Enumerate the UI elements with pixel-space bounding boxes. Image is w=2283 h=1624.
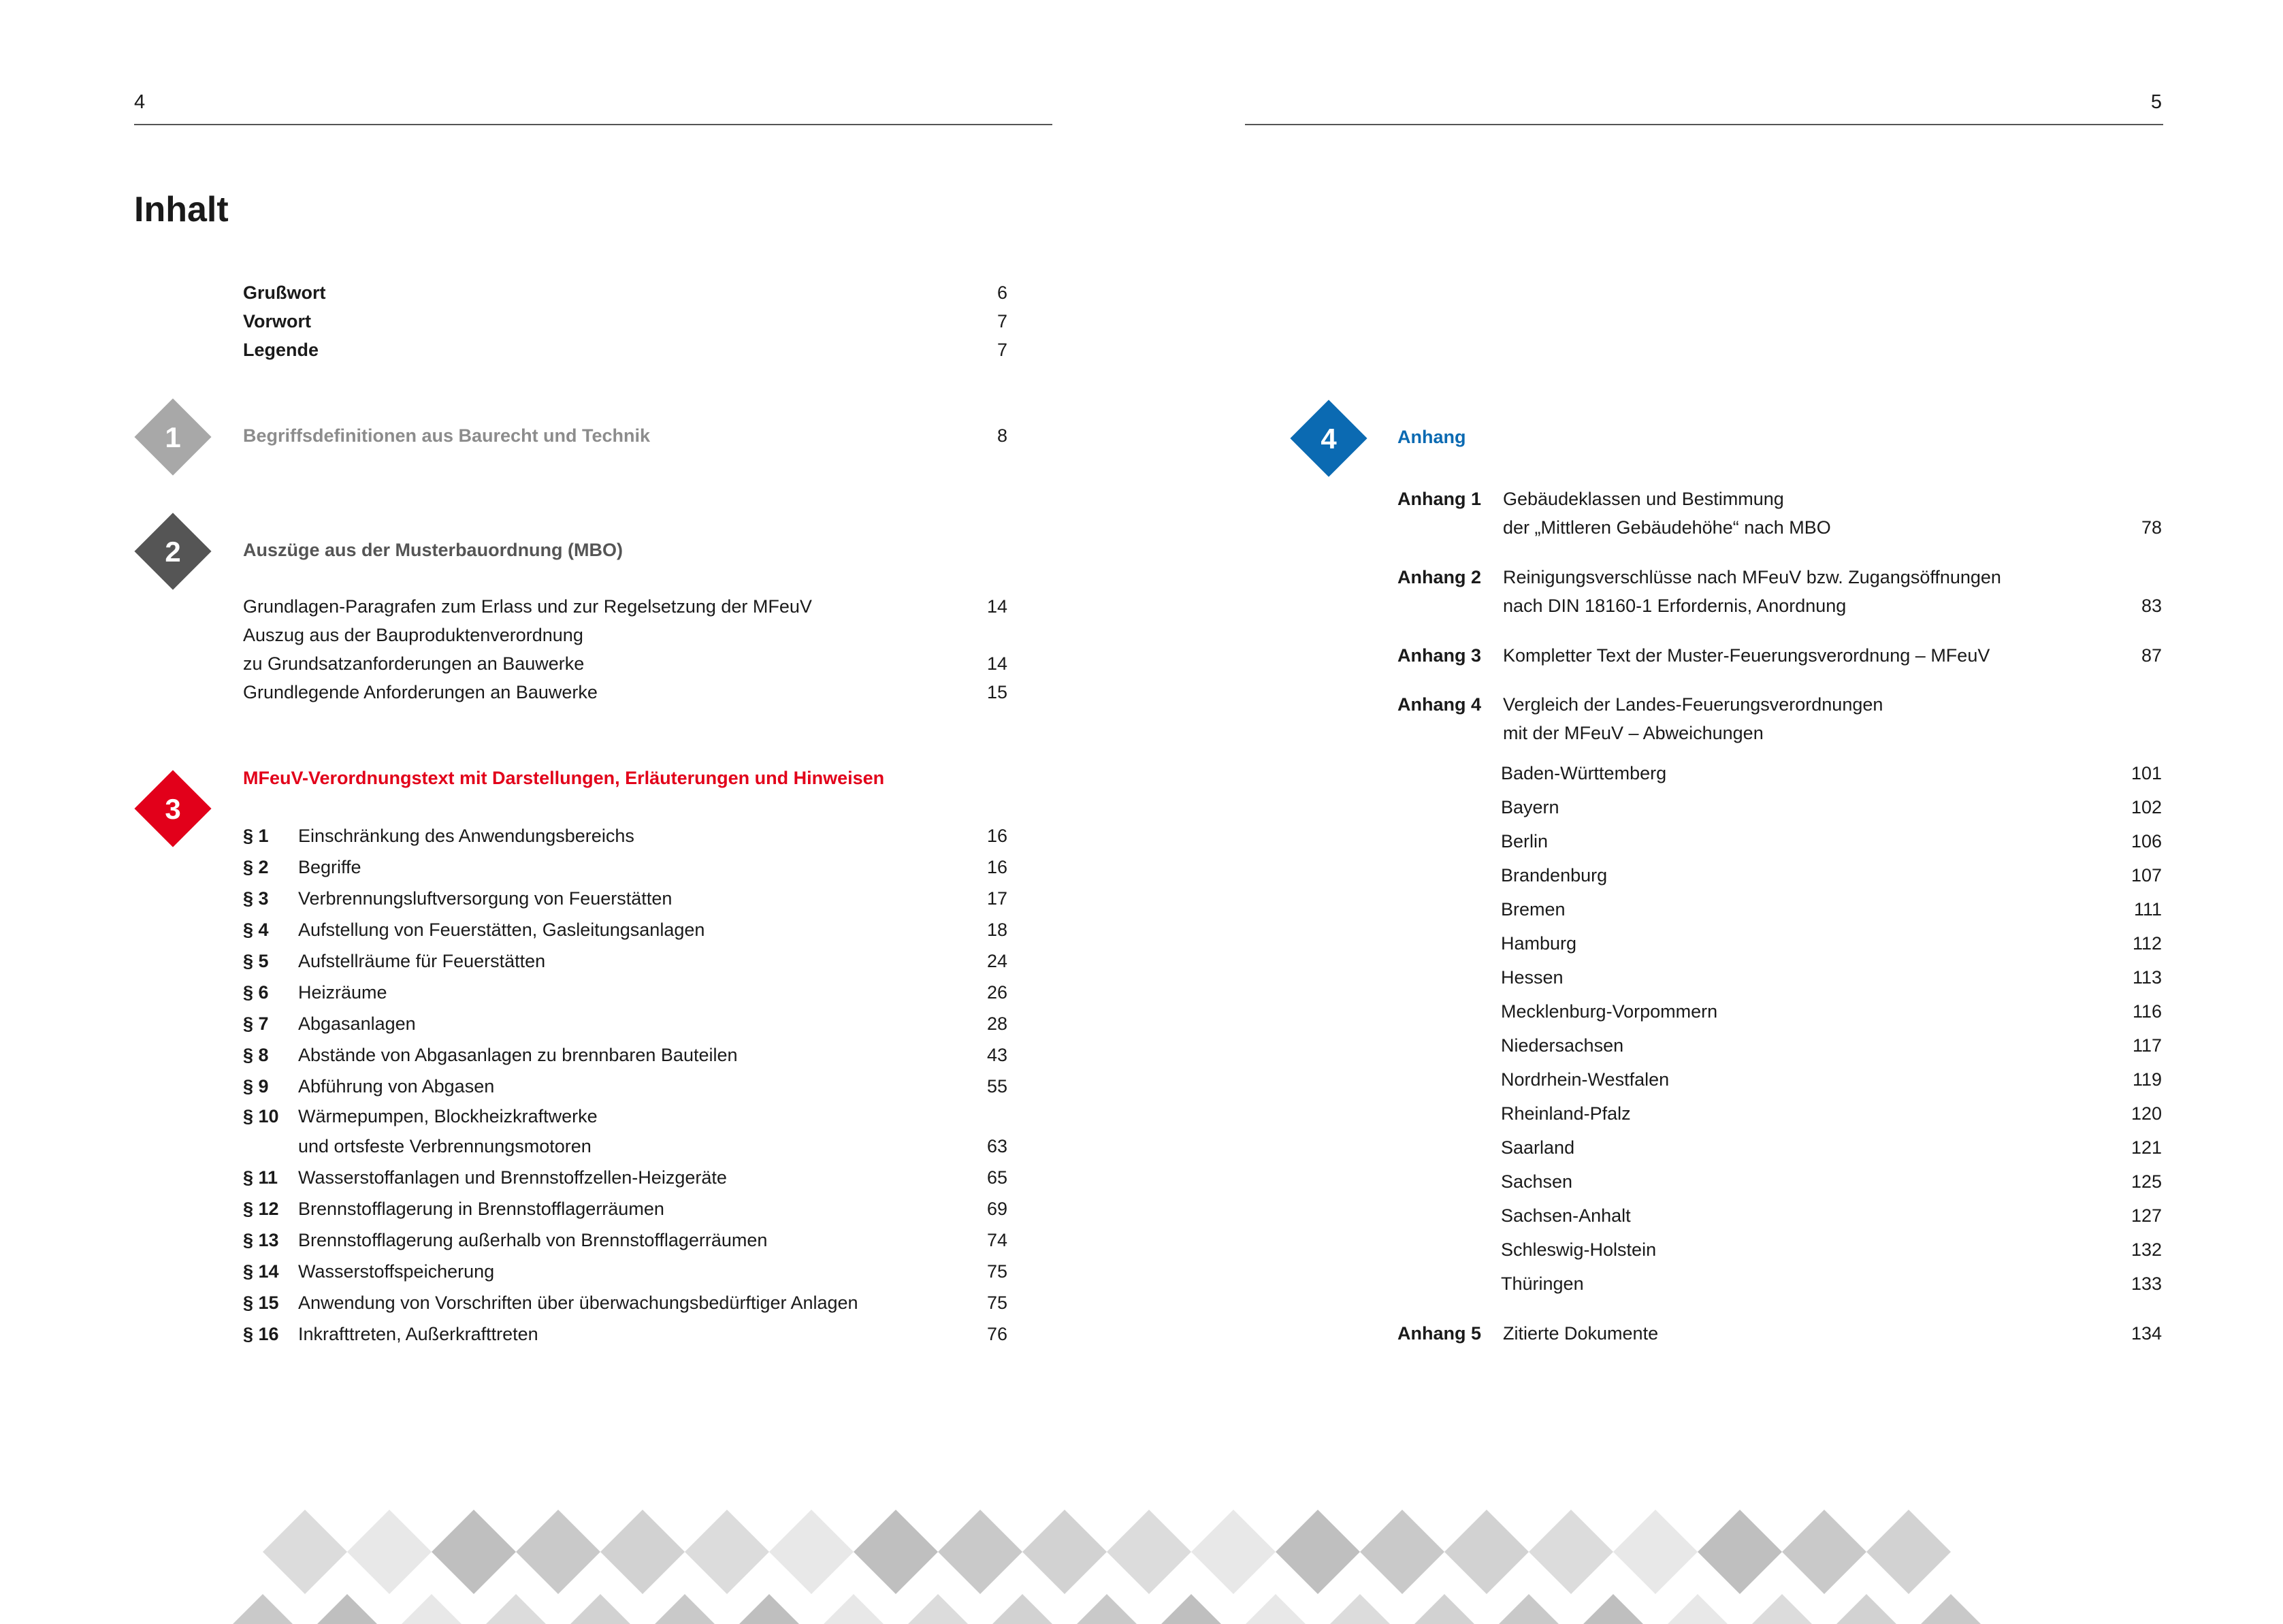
toc-page: 112 bbox=[2132, 933, 2162, 954]
page-number-right: 5 bbox=[2150, 91, 2162, 113]
section-4-title[interactable]: Anhang bbox=[1397, 427, 1466, 447]
state-entry[interactable]: Niedersachsen bbox=[1501, 1035, 1624, 1056]
pattern-diamond bbox=[1107, 1510, 1191, 1594]
pattern-diamond bbox=[1444, 1510, 1529, 1594]
pattern-diamond bbox=[263, 1510, 347, 1594]
pattern-diamond bbox=[1529, 1510, 1613, 1594]
pattern-diamond bbox=[896, 1594, 980, 1624]
toc-page: 101 bbox=[2131, 763, 2162, 783]
pattern-diamond bbox=[727, 1594, 811, 1624]
pattern-diamond bbox=[643, 1594, 727, 1624]
toc-page: 17 bbox=[986, 888, 1007, 909]
toc-entry[interactable]: Wasserstoffspeicherung bbox=[298, 1261, 495, 1282]
paragraph-number: § 7 bbox=[243, 1013, 269, 1034]
section-1-page: 8 bbox=[997, 425, 1007, 446]
section-1-title[interactable]: Begriffsdefinitionen aus Baurecht und Technik bbox=[243, 425, 651, 446]
toc-page: 116 bbox=[2132, 1001, 2162, 1022]
toc-page-vorwort: 7 bbox=[997, 311, 1007, 331]
toc-entry[interactable]: Kompletter Text der Muster-Feuerungsverordnung – MFeuV bbox=[1503, 645, 1990, 666]
state-entry[interactable]: Thüringen bbox=[1501, 1273, 1584, 1294]
toc-entry-vorwort[interactable]: Vorwort bbox=[243, 311, 311, 331]
state-entry[interactable]: Bayern bbox=[1501, 797, 1559, 817]
pattern-diamond bbox=[389, 1594, 474, 1624]
toc-page: 16 bbox=[986, 826, 1007, 846]
pattern-diamond bbox=[1655, 1594, 1740, 1624]
section-3-number: 3 bbox=[165, 793, 181, 825]
header-rule-left bbox=[134, 124, 1052, 125]
toc-page: 111 bbox=[2133, 899, 2162, 920]
pattern-diamond bbox=[1233, 1594, 1318, 1624]
pattern-diamond bbox=[980, 1594, 1065, 1624]
state-entry[interactable]: Mecklenburg-Vorpommern bbox=[1501, 1001, 1718, 1022]
toc-page: 78 bbox=[2141, 517, 2162, 538]
toc-page-grusswort: 6 bbox=[997, 282, 1007, 303]
toc-entry[interactable]: Wasserstoffanlagen und Brennstoffzellen-Heizgeräte bbox=[298, 1167, 727, 1188]
toc-page: 16 bbox=[986, 857, 1007, 877]
toc-page: 75 bbox=[986, 1261, 1007, 1282]
toc-page: 65 bbox=[986, 1167, 1007, 1188]
toc-entry[interactable]: Zitierte Dokumente bbox=[1503, 1323, 1659, 1344]
section-2-title[interactable]: Auszüge aus der Musterbauordnung (MBO) bbox=[243, 540, 624, 560]
paragraph-number: § 14 bbox=[243, 1261, 279, 1282]
toc-entry-continuation[interactable]: nach DIN 18160-1 Erfordernis, Anordnung bbox=[1503, 596, 1847, 616]
pattern-diamond bbox=[685, 1510, 769, 1594]
toc-page: 63 bbox=[986, 1136, 1007, 1156]
appendix-key: Anhang 3 bbox=[1397, 645, 1482, 666]
toc-entry[interactable]: Brennstofflagerung außerhalb von Brennstofflagerräumen bbox=[298, 1230, 768, 1250]
toc-entry-legende[interactable]: Legende bbox=[243, 340, 319, 360]
toc-page: 74 bbox=[986, 1230, 1007, 1250]
toc-entry[interactable]: Inkrafttreten, Außerkrafttreten bbox=[298, 1324, 538, 1344]
pattern-diamond bbox=[1191, 1510, 1276, 1594]
pattern-diamond bbox=[1360, 1510, 1444, 1594]
pattern-diamond bbox=[1487, 1594, 1571, 1624]
state-entry[interactable]: Rheinland-Pfalz bbox=[1501, 1103, 1631, 1124]
toc-page: 132 bbox=[2131, 1239, 2162, 1260]
toc-entry[interactable]: Grundlegende Anforderungen an Bauwerke bbox=[243, 682, 598, 702]
toc-entry-continuation[interactable]: der „Mittleren Gebäudehöhe“ nach MBO bbox=[1503, 517, 1831, 538]
toc-page: 106 bbox=[2131, 831, 2162, 851]
toc-page: 121 bbox=[2131, 1137, 2162, 1158]
toc-page: 24 bbox=[986, 951, 1007, 971]
appendix-key: Anhang 1 bbox=[1397, 489, 1482, 509]
toc-entry-continuation[interactable]: mit der MFeuV – Abweichungen bbox=[1503, 723, 1764, 743]
pattern-diamond bbox=[1022, 1510, 1107, 1594]
pattern-diamond bbox=[811, 1594, 896, 1624]
toc-page: 83 bbox=[2141, 596, 2162, 616]
toc-page: 119 bbox=[2132, 1069, 2162, 1090]
toc-page: 117 bbox=[2132, 1035, 2162, 1056]
pattern-diamond bbox=[1276, 1510, 1360, 1594]
pattern-diamond bbox=[516, 1510, 600, 1594]
pattern-diamond bbox=[1402, 1594, 1487, 1624]
toc-page: 87 bbox=[2141, 645, 2162, 666]
paragraph-number: § 5 bbox=[243, 951, 269, 971]
toc-entry[interactable]: Heizräume bbox=[298, 982, 387, 1003]
toc-entry[interactable]: Grundlagen-Paragrafen zum Erlass und zur Regelsetzung der MFeuV bbox=[243, 596, 812, 617]
toc-entry[interactable]: Abstände von Abgasanlagen zu brennbaren Bauteilen bbox=[298, 1045, 738, 1065]
toc-page: 14 bbox=[986, 596, 1007, 617]
pattern-diamond bbox=[854, 1510, 938, 1594]
pattern-diamond bbox=[1866, 1510, 1951, 1594]
toc-entry[interactable]: Begriffe bbox=[298, 857, 361, 877]
toc-page: 113 bbox=[2132, 967, 2162, 988]
toc-entry[interactable]: Abführung von Abgasen bbox=[298, 1076, 495, 1097]
appendix-key: Anhang 5 bbox=[1397, 1323, 1482, 1344]
toc-entry[interactable]: Aufstellräume für Feuerstätten bbox=[298, 951, 546, 971]
toc-page: 14 bbox=[986, 653, 1007, 674]
paragraph-number: § 8 bbox=[243, 1045, 269, 1065]
toc-page: 28 bbox=[986, 1013, 1007, 1034]
pattern-diamond bbox=[221, 1594, 305, 1624]
toc-page: 18 bbox=[986, 920, 1007, 940]
paragraph-number: § 3 bbox=[243, 888, 269, 909]
pattern-diamond bbox=[347, 1510, 432, 1594]
paragraph-number: § 15 bbox=[243, 1293, 279, 1313]
pattern-diamond bbox=[769, 1510, 854, 1594]
toc-page: 125 bbox=[2131, 1171, 2162, 1192]
paragraph-number: § 2 bbox=[243, 857, 269, 877]
pattern-diamond bbox=[1824, 1594, 1909, 1624]
toc-page: 133 bbox=[2131, 1273, 2162, 1294]
pattern-diamond bbox=[1740, 1594, 1824, 1624]
state-entry[interactable]: Hamburg bbox=[1501, 933, 1577, 954]
toc-page: 75 bbox=[986, 1293, 1007, 1313]
toc-entry[interactable]: Auszug aus der Bauproduktenverordnung bbox=[243, 625, 583, 645]
toc-page: 102 bbox=[2131, 797, 2162, 817]
pattern-diamond bbox=[558, 1594, 643, 1624]
pattern-diamond bbox=[600, 1510, 685, 1594]
toc-entry[interactable]: Reinigungsverschlüsse nach MFeuV bzw. Zugangsöffnungen bbox=[1503, 567, 2001, 587]
toc-page: 55 bbox=[986, 1076, 1007, 1097]
toc-page: 15 bbox=[986, 682, 1007, 702]
pattern-diamond bbox=[1613, 1510, 1698, 1594]
toc-page: 120 bbox=[2131, 1103, 2162, 1124]
state-entry[interactable]: Bremen bbox=[1501, 899, 1566, 920]
toc-entry[interactable]: Anwendung von Vorschriften über überwachungsbedürftiger Anlagen bbox=[298, 1293, 858, 1313]
state-entry[interactable]: Schleswig-Holstein bbox=[1501, 1239, 1657, 1260]
paragraph-number: § 11 bbox=[243, 1167, 278, 1188]
toc-page: 26 bbox=[986, 982, 1007, 1003]
toc-entry[interactable]: Gebäudeklassen und Bestimmung bbox=[1503, 489, 1784, 509]
toc-page-legende: 7 bbox=[997, 340, 1007, 360]
toc-entry-continuation[interactable]: und ortsfeste Verbrennungsmotoren bbox=[298, 1136, 592, 1156]
section-3-title[interactable]: MFeuV-Verordnungstext mit Darstellungen, Erläuterungen und Hinweisen bbox=[243, 768, 885, 788]
section-4-number: 4 bbox=[1321, 423, 1337, 455]
pattern-diamond bbox=[1571, 1594, 1655, 1624]
toc-page: 127 bbox=[2131, 1205, 2162, 1226]
pattern-diamond bbox=[1782, 1510, 1866, 1594]
toc-entry[interactable]: zu Grundsatzanforderungen an Bauwerke bbox=[243, 653, 585, 674]
state-entry[interactable]: Sachsen-Anhalt bbox=[1501, 1205, 1631, 1226]
pattern-diamond bbox=[1318, 1594, 1402, 1624]
decorative-diamond-pattern bbox=[0, 1484, 2283, 1624]
paragraph-number: § 10 bbox=[243, 1106, 279, 1126]
state-entry[interactable]: Nordrhein-Westfalen bbox=[1501, 1069, 1670, 1090]
toc-entry-grusswort[interactable]: Grußwort bbox=[243, 282, 326, 303]
page-number-left: 4 bbox=[134, 91, 146, 113]
toc-page: 69 bbox=[986, 1199, 1007, 1219]
paragraph-number: § 9 bbox=[243, 1076, 269, 1097]
toc-entry[interactable]: Brennstofflagerung in Brennstofflagerräumen bbox=[298, 1199, 664, 1219]
toc-entry[interactable]: Aufstellung von Feuerstätten, Gasleitungsanlagen bbox=[298, 920, 705, 940]
toc-entry[interactable]: Vergleich der Landes-Feuerungsverordnungen bbox=[1503, 694, 1883, 715]
state-entry[interactable]: Saarland bbox=[1501, 1137, 1575, 1158]
paragraph-number: § 4 bbox=[243, 920, 269, 940]
pattern-diamond bbox=[305, 1594, 389, 1624]
paragraph-number: § 1 bbox=[243, 826, 269, 846]
section-2-number: 2 bbox=[165, 536, 181, 568]
state-entry[interactable]: Hessen bbox=[1501, 967, 1564, 988]
pattern-diamond bbox=[1149, 1594, 1233, 1624]
toc-entry[interactable]: Wärmepumpen, Blockheizkraftwerke bbox=[298, 1106, 598, 1126]
appendix-key: Anhang 4 bbox=[1397, 694, 1482, 715]
paragraph-number: § 13 bbox=[243, 1230, 279, 1250]
appendix-key: Anhang 2 bbox=[1397, 567, 1482, 587]
pattern-diamond bbox=[432, 1510, 516, 1594]
header-rule-right bbox=[1245, 124, 2163, 125]
pattern-diamond bbox=[1909, 1594, 1993, 1624]
paragraph-number: § 16 bbox=[243, 1324, 279, 1344]
paragraph-number: § 6 bbox=[243, 982, 269, 1003]
toc-page: 43 bbox=[986, 1045, 1007, 1065]
pattern-diamond bbox=[474, 1594, 558, 1624]
state-entry[interactable]: Sachsen bbox=[1501, 1171, 1573, 1192]
toc-entry[interactable]: Einschränkung des Anwendungsbereichs bbox=[298, 826, 634, 846]
pattern-diamond bbox=[1065, 1594, 1149, 1624]
page-title: Inhalt bbox=[134, 190, 229, 229]
toc-entry[interactable]: Verbrennungsluftversorgung von Feuerstätten bbox=[298, 888, 673, 909]
section-1-number: 1 bbox=[165, 421, 181, 453]
pattern-diamond bbox=[1698, 1510, 1782, 1594]
state-entry[interactable]: Berlin bbox=[1501, 831, 1549, 851]
toc-entry[interactable]: Abgasanlagen bbox=[298, 1013, 416, 1034]
toc-page: 76 bbox=[986, 1324, 1007, 1344]
toc-page: 107 bbox=[2131, 865, 2162, 886]
state-entry[interactable]: Baden-Württemberg bbox=[1501, 763, 1667, 783]
paragraph-number: § 12 bbox=[243, 1199, 279, 1219]
toc-page: 134 bbox=[2131, 1323, 2162, 1344]
state-entry[interactable]: Brandenburg bbox=[1501, 865, 1608, 886]
pattern-diamond bbox=[938, 1510, 1022, 1594]
